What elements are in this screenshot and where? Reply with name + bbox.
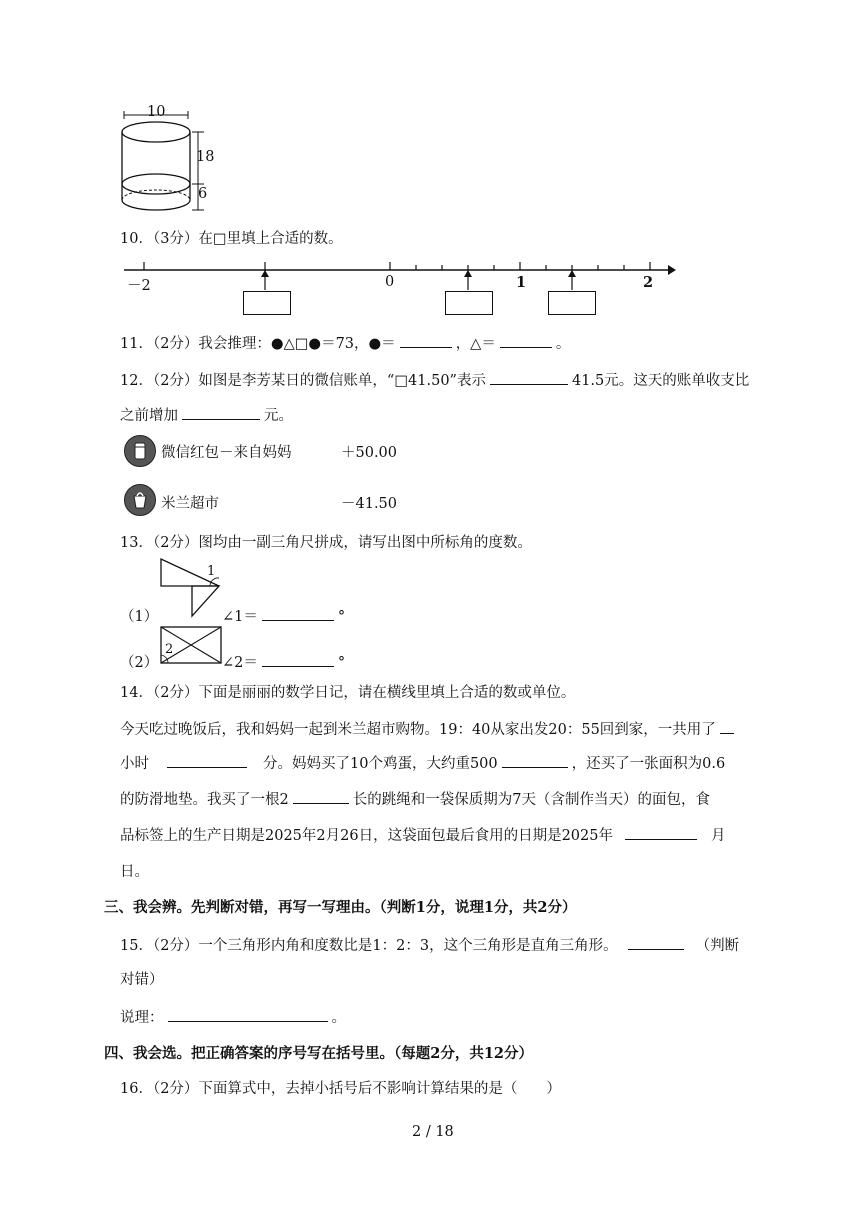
q11-end: 。 xyxy=(555,336,571,352)
q13-prompt: 13．（2分）图均由一副三角尺拼成，请写出图中所标角的度数。 xyxy=(120,535,532,551)
q15-blank-judge[interactable] xyxy=(628,935,684,950)
q12-text-c: 之前增加 xyxy=(120,408,178,424)
q14-blank-minutes[interactable] xyxy=(167,753,247,768)
cylinder-water-label: 6 xyxy=(198,186,208,202)
q12-text-a: 12．（2分）如图是李芳某日的微信账单，“□41.50”表示 xyxy=(120,373,486,389)
answer-box-3[interactable] xyxy=(548,291,596,315)
q14-text-2c: ，还买了一张面积为0.6 xyxy=(571,756,726,772)
number-line xyxy=(120,256,680,296)
bill-row1-label: 微信红包－来自妈妈 xyxy=(161,445,292,461)
section-4-title: 四、我会选。把正确答案的序号写在括号里。（每题2分，共12分） xyxy=(104,1045,534,1062)
page-number: 2 / 18 xyxy=(412,1124,454,1140)
q14-line2 xyxy=(120,752,725,773)
q11-blank-dot[interactable] xyxy=(400,333,452,348)
q14-text-1: 今天吃过晚饭后，我和妈妈一起到米兰超市购物。19：40从家出发20：55回到家，一共用了 xyxy=(120,722,716,738)
q14-text-3a: 的防滑地垫。我买了一根2 xyxy=(120,792,289,808)
angle-2-mark: 2 xyxy=(165,642,174,657)
q13-part2-text: ∠2＝ xyxy=(222,655,258,671)
q11-blank-triangle[interactable] xyxy=(500,333,552,348)
q14-prompt: 14．（2分）下面是丽丽的数学日记，请在横线里填上合适的数或单位。 xyxy=(120,685,576,701)
triangle-figure-1 xyxy=(155,556,230,618)
bill-row2-amount: －41.50 xyxy=(341,496,398,512)
q14-line5: 日。 xyxy=(120,864,149,880)
q11-line xyxy=(120,332,570,353)
q14-blank-hours[interactable] xyxy=(720,719,734,734)
q14-text-4a: 品标签上的生产日期是2025年2月26日，这袋面包最后食用的日期是2025年 xyxy=(120,828,613,844)
tick-neg2: －2 xyxy=(127,278,151,294)
q14-blank-weight-unit[interactable] xyxy=(502,753,568,768)
q14-text-4b: 月 xyxy=(710,828,726,844)
tick-one: 1 xyxy=(516,274,527,291)
q14-text-3b: 长的跳绳和一袋保质期为7天（含制作当天）的面包，食 xyxy=(352,792,710,808)
q12-text-d: 元。 xyxy=(264,408,293,424)
q15-text: 15．（2分）一个三角形内角和度数比是1：2：3，这个三角形是直角三角形。 xyxy=(120,938,618,954)
shopping-bag-icon xyxy=(124,484,156,516)
answer-box-2[interactable] xyxy=(445,291,493,315)
q10-prompt: 10．（3分）在□里填上合适的数。 xyxy=(120,231,343,247)
q13-blank-1[interactable] xyxy=(262,606,334,621)
cylinder-height-label: 18 xyxy=(196,149,215,165)
q14-line4 xyxy=(120,824,725,845)
tick-zero: 0 xyxy=(385,274,395,290)
tick-two: 2 xyxy=(643,274,654,291)
section-3-title: 三、我会辨。先判断对错，再写一写理由。（判断1分，说理1分，共2分） xyxy=(104,899,577,916)
q16-text: 16．（2分）下面算式中，去掉小括号后不影响计算结果的是（ ） xyxy=(120,1081,561,1097)
q12-line1 xyxy=(120,369,749,390)
q14-text-2b: 分。妈妈买了10个鸡蛋，大约重500 xyxy=(263,756,498,772)
q13-part1-unit: ° xyxy=(337,609,346,625)
q11-mid: ，△＝ xyxy=(455,336,496,352)
cylinder-top-label: 10 xyxy=(147,104,166,120)
q13-part1-text: ∠1＝ xyxy=(222,609,258,625)
q13-part1-label: （1） xyxy=(120,609,159,625)
q15-text-end: （判断 xyxy=(695,938,740,954)
q13-blank-2[interactable] xyxy=(262,652,334,667)
q15-reason-label: 说理： xyxy=(120,1010,164,1026)
q13-part2-unit: ° xyxy=(337,655,346,671)
q12-blank-2[interactable] xyxy=(182,405,260,420)
q14-blank-month[interactable] xyxy=(625,825,697,840)
q12-line2 xyxy=(120,404,293,425)
q14-text-2a: 小时 xyxy=(120,756,149,772)
q15-line1 xyxy=(120,934,739,955)
angle-1-mark: 1 xyxy=(207,564,216,579)
q12-blank-1[interactable] xyxy=(490,370,568,385)
q15-reason-end: 。 xyxy=(331,1010,346,1026)
q15-blank-reason[interactable] xyxy=(168,1007,328,1022)
q13-part2-line xyxy=(222,651,345,672)
red-packet-icon xyxy=(124,435,156,467)
bill-row2-label: 米兰超市 xyxy=(161,496,219,512)
q14-blank-length-unit[interactable] xyxy=(293,789,349,804)
q13-part1-line xyxy=(222,605,345,626)
q14-line1 xyxy=(120,718,738,739)
answer-box-1[interactable] xyxy=(243,291,291,315)
q15-reason-line xyxy=(120,1006,346,1027)
q14-line3 xyxy=(120,788,710,809)
q15-line2: 对错） xyxy=(120,972,164,988)
bill-row1-amount: ＋50.00 xyxy=(341,445,398,461)
q12-text-b: 41.5元。这天的账单收支比 xyxy=(571,373,750,389)
q13-part2-label: （2） xyxy=(120,655,159,671)
q11-prefix: 11．（2分）我会推理：●△□●＝73，●＝ xyxy=(120,336,396,352)
